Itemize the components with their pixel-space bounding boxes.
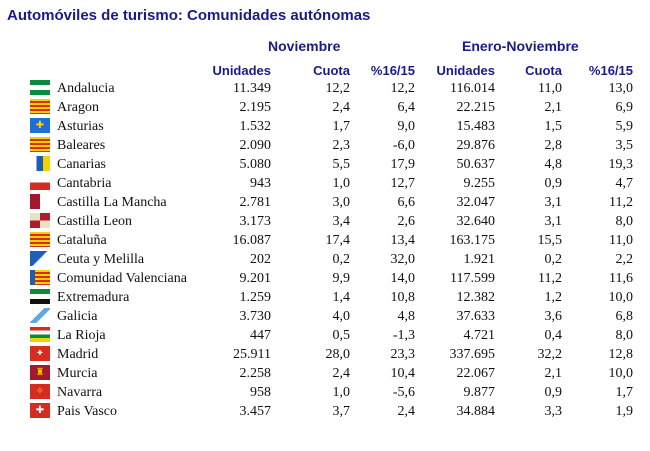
- region-name: Baleares: [57, 138, 106, 153]
- cell-unidades-ytd: 29.876: [456, 138, 495, 153]
- cell-unidades: 9.201: [239, 271, 271, 286]
- region-name: Canarias: [57, 157, 106, 172]
- cell-cuota-ytd: 2,8: [544, 138, 562, 153]
- cell-unidades-ytd: 22.215: [456, 100, 495, 115]
- cell-cuota: 1,7: [332, 119, 350, 134]
- page-title: Automóviles de turismo: Comunidades autónomas: [7, 7, 371, 24]
- murcia-flag-icon: ♜: [30, 365, 50, 380]
- cell-variation: 13,4: [390, 233, 415, 248]
- column-header-cuota-ytd: Cuota: [525, 63, 562, 78]
- cell-cuota: 2,4: [332, 366, 350, 381]
- cell-variation-ytd: 6,8: [615, 309, 633, 324]
- cell-cuota-ytd: 11,0: [538, 81, 562, 96]
- cell-variation: -1,3: [392, 328, 415, 343]
- table-row: [0, 98, 650, 117]
- cell-unidades: 5.080: [239, 157, 271, 172]
- table-row: [0, 174, 650, 193]
- cell-variation: 17,9: [390, 157, 415, 172]
- andalucia-flag-icon: [30, 80, 50, 95]
- table-row: [0, 269, 650, 288]
- cell-variation: 2,4: [397, 404, 415, 419]
- cell-cuota: 2,4: [332, 100, 350, 115]
- cell-cuota: 5,5: [332, 157, 350, 172]
- cell-unidades: 2.258: [239, 366, 271, 381]
- column-header-variation-ytd: %16/15: [588, 63, 633, 78]
- aragon-flag-icon: [30, 99, 50, 114]
- table-row: [0, 307, 650, 326]
- cell-cuota-ytd: 15,5: [537, 233, 562, 248]
- cell-variation-ytd: 10,0: [608, 366, 633, 381]
- cell-variation-ytd: 10,0: [608, 290, 633, 305]
- cell-cuota: 28,0: [325, 347, 350, 362]
- cell-unidades: 3.730: [239, 309, 271, 324]
- castilla-la-mancha-flag-icon: [30, 194, 50, 209]
- region-name: Asturias: [57, 119, 104, 134]
- cell-variation: -5,6: [392, 385, 415, 400]
- cell-cuota-ytd: 3,1: [544, 195, 562, 210]
- cell-unidades: 3.173: [239, 214, 271, 229]
- cell-variation-ytd: 4,7: [615, 176, 633, 191]
- region-name: Murcia: [57, 366, 98, 381]
- region-name: Andalucia: [57, 81, 115, 96]
- cell-variation-ytd: 11,2: [609, 195, 633, 210]
- cell-unidades: 16.087: [232, 233, 271, 248]
- group-header-noviembre: Noviembre: [268, 38, 341, 54]
- table-row: [0, 402, 650, 421]
- cell-unidades-ytd: 37.633: [456, 309, 495, 324]
- cell-unidades-ytd: 34.884: [456, 404, 495, 419]
- column-header-unidades: Unidades: [212, 63, 271, 78]
- cell-unidades: 447: [250, 328, 271, 343]
- table-row: [0, 345, 650, 364]
- cell-unidades: 25.911: [233, 347, 271, 362]
- galicia-flag-icon: [30, 308, 50, 323]
- cell-unidades-ytd: 22.067: [456, 366, 495, 381]
- cell-unidades: 2.781: [239, 195, 271, 210]
- navarra-flag-icon: ✧: [30, 384, 50, 399]
- column-header-variation: %16/15: [370, 63, 415, 78]
- cell-cuota: 12,2: [325, 81, 350, 96]
- cell-variation-ytd: 12,8: [608, 347, 633, 362]
- cell-variation-ytd: 8,0: [615, 214, 633, 229]
- group-header-enero-noviembre: Enero-Noviembre: [462, 38, 579, 54]
- cell-variation: 6,6: [397, 195, 415, 210]
- table-row: [0, 383, 650, 402]
- cell-cuota: 4,0: [332, 309, 350, 324]
- cell-cuota-ytd: 1,2: [544, 290, 562, 305]
- region-name: Cataluña: [57, 233, 107, 248]
- madrid-flag-icon: ✦: [30, 346, 50, 361]
- cell-cuota: 1,0: [332, 385, 350, 400]
- cell-cuota: 17,4: [325, 233, 350, 248]
- cell-cuota: 3,7: [332, 404, 350, 419]
- column-header-unidades-ytd: Unidades: [436, 63, 495, 78]
- cell-cuota-ytd: 3,3: [544, 404, 562, 419]
- table-row: [0, 212, 650, 231]
- cell-unidades-ytd: 15.483: [456, 119, 495, 134]
- pais-vasco-flag-icon: ✚: [30, 403, 50, 418]
- cell-cuota-ytd: 0,9: [544, 176, 562, 191]
- cell-variation: 2,6: [397, 214, 415, 229]
- cell-cuota-ytd: 2,1: [544, 366, 562, 381]
- cell-variation-ytd: 19,3: [608, 157, 633, 172]
- ceuta-melilla-flag-icon: [30, 251, 50, 266]
- cell-unidades: 943: [250, 176, 271, 191]
- table-row: [0, 155, 650, 174]
- region-name: Cantabria: [57, 176, 112, 191]
- cell-unidades-ytd: 1.921: [463, 252, 495, 267]
- cell-unidades-ytd: 117.599: [450, 271, 495, 286]
- cell-unidades: 2.195: [239, 100, 271, 115]
- cell-variation: 4,8: [397, 309, 415, 324]
- cell-cuota-ytd: 2,1: [544, 100, 562, 115]
- region-name: Aragon: [57, 100, 99, 115]
- table-row: [0, 79, 650, 98]
- cell-variation-ytd: 11,0: [609, 233, 633, 248]
- cell-unidades-ytd: 50.637: [456, 157, 495, 172]
- la-rioja-flag-icon: [30, 327, 50, 342]
- cataluna-flag-icon: [30, 232, 50, 247]
- cell-cuota: 9,9: [332, 271, 350, 286]
- cantabria-flag-icon: [30, 175, 50, 190]
- table-row: [0, 364, 650, 383]
- extremadura-flag-icon: [30, 289, 50, 304]
- cell-unidades: 11.349: [233, 81, 271, 96]
- table-row: [0, 250, 650, 269]
- castilla-leon-flag-icon: [30, 213, 50, 228]
- cell-variation: -6,0: [392, 138, 415, 153]
- cell-unidades-ytd: 32.047: [456, 195, 495, 210]
- table-row: [0, 288, 650, 307]
- cell-cuota: 0,2: [332, 252, 350, 267]
- region-name: Castilla La Mancha: [57, 195, 167, 210]
- region-name: Ceuta y Melilla: [57, 252, 145, 267]
- cell-cuota: 1,4: [332, 290, 350, 305]
- region-name: La Rioja: [57, 328, 106, 343]
- cell-unidades-ytd: 163.175: [449, 233, 495, 248]
- cell-variation: 32,0: [390, 252, 415, 267]
- cell-unidades: 2.090: [239, 138, 271, 153]
- cell-unidades-ytd: 9.877: [463, 385, 495, 400]
- table-row: [0, 326, 650, 345]
- cell-variation: 12,7: [390, 176, 415, 191]
- cell-variation-ytd: 6,9: [615, 100, 633, 115]
- cell-unidades: 202: [250, 252, 271, 267]
- cell-unidades-ytd: 116.014: [450, 81, 495, 96]
- table-row: [0, 193, 650, 212]
- data-table: [0, 79, 650, 421]
- region-name: Galicia: [57, 309, 98, 324]
- cell-cuota-ytd: 32,2: [537, 347, 562, 362]
- cell-variation-ytd: 3,5: [615, 138, 633, 153]
- cell-variation-ytd: 13,0: [608, 81, 633, 96]
- cell-cuota-ytd: 0,2: [544, 252, 562, 267]
- canarias-flag-icon: [30, 156, 50, 171]
- region-name: Navarra: [57, 385, 103, 400]
- cell-cuota-ytd: 3,6: [544, 309, 562, 324]
- cell-unidades-ytd: 9.255: [463, 176, 495, 191]
- table-row: [0, 231, 650, 250]
- cell-unidades-ytd: 32.640: [456, 214, 495, 229]
- cell-variation: 6,4: [397, 100, 415, 115]
- asturias-flag-icon: ✚: [30, 118, 50, 133]
- cell-unidades: 1.259: [239, 290, 271, 305]
- cell-variation: 12,2: [390, 81, 415, 96]
- cell-variation-ytd: 5,9: [615, 119, 633, 134]
- cell-variation-ytd: 8,0: [615, 328, 633, 343]
- cell-cuota-ytd: 3,1: [544, 214, 562, 229]
- cell-unidades-ytd: 337.695: [449, 347, 495, 362]
- region-name: Comunidad Valenciana: [57, 271, 187, 286]
- region-name: Pais Vasco: [57, 404, 118, 419]
- cell-cuota-ytd: 11,2: [538, 271, 562, 286]
- cell-variation: 14,0: [390, 271, 415, 286]
- table-row: [0, 136, 650, 155]
- cell-cuota-ytd: 4,8: [544, 157, 562, 172]
- region-name: Extremadura: [57, 290, 130, 305]
- cell-variation: 23,3: [390, 347, 415, 362]
- cell-variation-ytd: 1,7: [615, 385, 633, 400]
- cell-cuota: 1,0: [332, 176, 350, 191]
- cell-cuota-ytd: 0,4: [544, 328, 562, 343]
- region-name: Madrid: [57, 347, 99, 362]
- table-row: [0, 117, 650, 136]
- cell-cuota: 2,3: [332, 138, 350, 153]
- region-name: Castilla Leon: [57, 214, 133, 229]
- cell-unidades: 1.532: [239, 119, 271, 134]
- cell-cuota-ytd: 0,9: [544, 385, 562, 400]
- baleares-flag-icon: [30, 137, 50, 152]
- cell-unidades: 958: [250, 385, 271, 400]
- cell-unidades: 3.457: [239, 404, 271, 419]
- cell-variation: 10,8: [390, 290, 415, 305]
- cell-unidades-ytd: 12.382: [456, 290, 495, 305]
- cell-cuota: 0,5: [332, 328, 350, 343]
- cell-variation-ytd: 11,6: [609, 271, 633, 286]
- cell-variation-ytd: 2,2: [615, 252, 633, 267]
- column-header-cuota: Cuota: [313, 63, 350, 78]
- cell-variation-ytd: 1,9: [615, 404, 633, 419]
- cell-unidades-ytd: 4.721: [463, 328, 495, 343]
- cell-cuota-ytd: 1,5: [544, 119, 562, 134]
- comunidad-valenciana-flag-icon: [30, 270, 50, 285]
- cell-variation: 10,4: [390, 366, 415, 381]
- cell-cuota: 3,4: [332, 214, 350, 229]
- cell-variation: 9,0: [397, 119, 415, 134]
- cell-cuota: 3,0: [332, 195, 350, 210]
